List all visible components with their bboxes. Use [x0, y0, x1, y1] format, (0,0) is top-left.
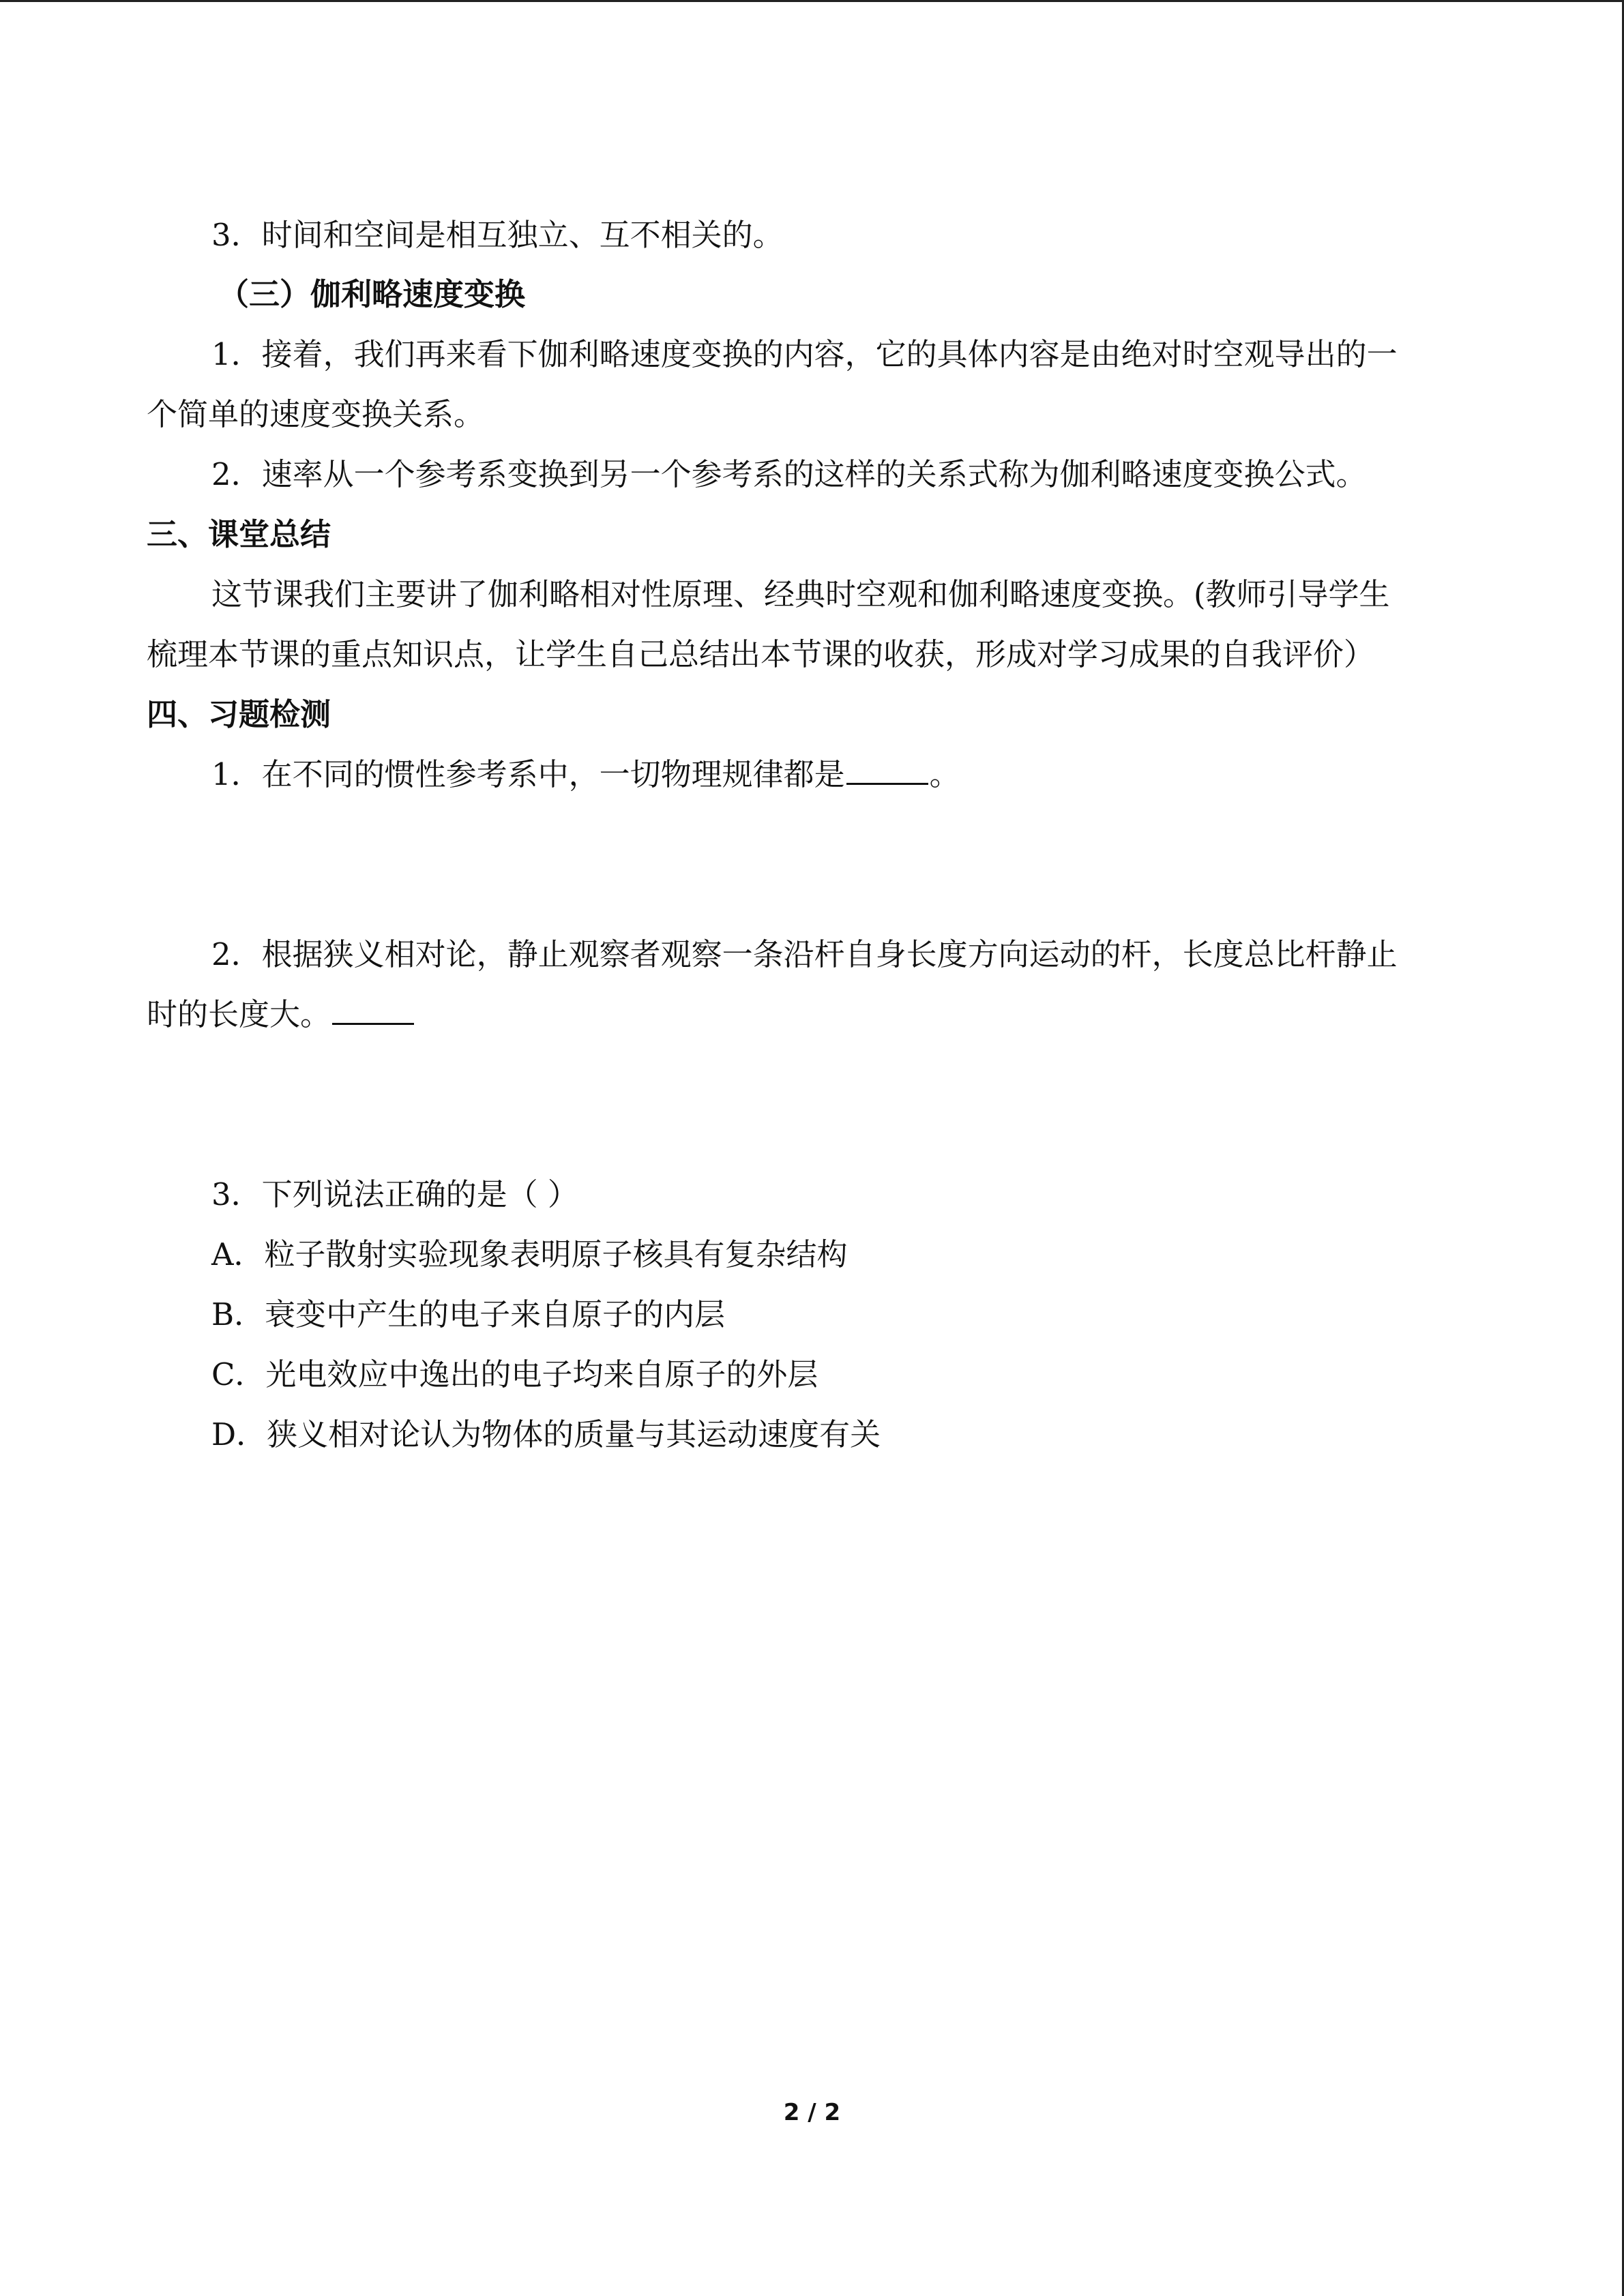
page-number: 2 / 2 — [783, 2099, 841, 2126]
velocity-item-2: 2．速率从一个参考系变换到另一个参考系的这样的关系式称为伽利略速度变换公式。 — [211, 456, 1367, 492]
classical-spacetime-item-3: 3．时间和空间是相互独立、互不相关的。 — [211, 217, 784, 253]
question-3-option-b[interactable]: B．衰变中产生的电子来自原子的内层 — [211, 1296, 726, 1332]
summary-paragraph-line-1: 这节课我们主要讲了伽利略相对性原理、经典时空观和伽利略速度变换。(教师引导学生 — [211, 576, 1390, 612]
question-2-text-end: 时的长度大。 — [147, 996, 331, 1032]
question-3-option-a[interactable]: A．粒子散射实验现象表明原子核具有复杂结构 — [211, 1236, 848, 1272]
question-3-option-d[interactable]: D．狭义相对论认为物体的质量与其运动速度有关 — [211, 1416, 881, 1452]
question-1-end: 。 — [929, 756, 960, 792]
summary-paragraph-line-2: 梳理本节课的重点知识点，让学生自己总结出本节课的收获，形成对学习成果的自我评价） — [147, 636, 1375, 672]
velocity-item-1-line-1: 1．接着，我们再来看下伽利略速度变换的内容，它的具体内容是由绝对时空观导出的一 — [211, 336, 1398, 372]
exercises-heading: 四、习题检测 — [147, 696, 331, 732]
question-2-line-1: 2．根据狭义相对论，静止观察者观察一条沿杆自身长度方向运动的杆，长度总比杆静止 — [211, 936, 1398, 972]
question-1 — [211, 754, 960, 795]
summary-heading: 三、课堂总结 — [147, 516, 331, 552]
question-3-stem: 3．下列说法正确的是（ ） — [211, 1176, 578, 1212]
question-1-answer-blank[interactable] — [846, 756, 928, 785]
question-3-option-c[interactable]: C．光电效应中逸出的电子均来自原子的外层 — [211, 1356, 818, 1392]
galilean-velocity-subheading: （三）伽利略速度变换 — [218, 276, 526, 312]
question-2-line-2 — [147, 994, 415, 1035]
question-2-answer-blank[interactable] — [332, 996, 414, 1025]
page-top-border — [0, 0, 1624, 2]
velocity-item-1-line-2: 个简单的速度变换关系。 — [147, 396, 485, 432]
question-1-text: 1．在不同的惯性参考系中，一切物理规律都是 — [211, 756, 845, 792]
